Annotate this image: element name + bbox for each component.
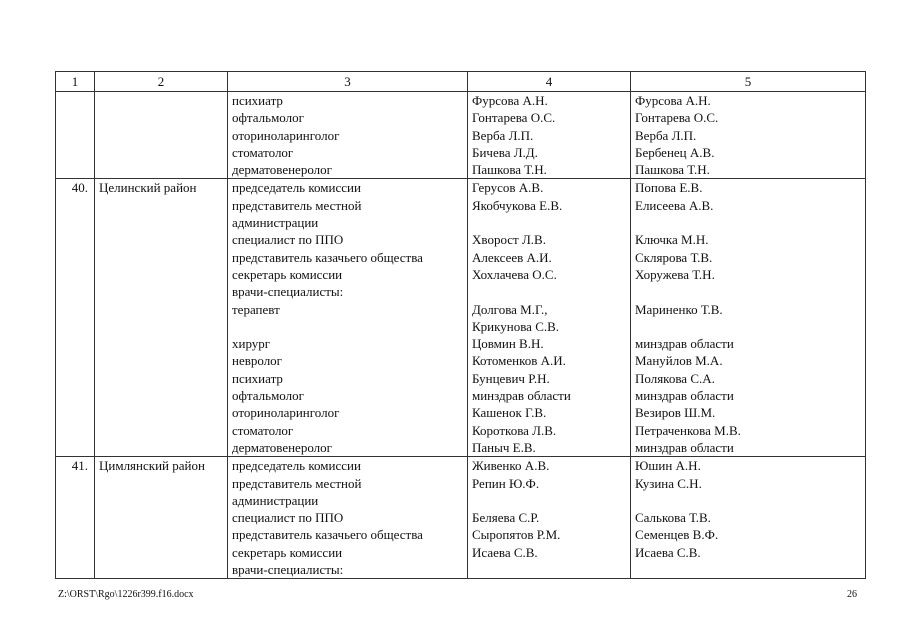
member-line: Гонтарева О.С. [472,110,556,126]
table-row [56,179,866,457]
member-line [472,561,626,578]
member-line: Репин Ю.Ф. [472,475,540,491]
role-line: секретарь комиссии [232,266,343,282]
member-line: Живенко А.В. [472,458,550,474]
role-line: представитель казачьего общества [232,527,423,543]
role-line: дерматовенеролог [232,162,332,178]
column-header: 4 [468,72,631,92]
member-line: минздрав области [635,439,734,455]
role-line: невролог [232,353,283,369]
role-line: хирург [232,336,271,352]
role-cell [228,457,468,579]
member-line: Исаева С.В. [472,544,538,560]
member-line: минздрав области [472,388,571,404]
member-line: Якобчукова Е.В. [472,197,563,213]
role-line: стоматолог [232,422,294,438]
member-line: Салькова Т.В. [635,510,711,526]
member-line: Алексеев А.И. [472,249,552,265]
member-line: Беляева С.Р. [472,510,540,526]
role-line: администрации [232,215,319,231]
table-row [56,92,866,179]
member-line: Долгова М.Г., [472,301,548,317]
member-line: Гонтарева О.С. [635,110,719,126]
role-line: стоматолог [232,144,294,160]
role-line: оториноларинголог [232,127,340,143]
role-line: врачи-специалисты: [232,284,344,300]
member-line [635,214,861,231]
role-line: представитель казачьего общества [232,249,423,265]
member-line: Бербенец А.В. [635,144,715,160]
member-line [635,492,861,509]
row-number: 41. [56,457,95,579]
member-line: Паныч Е.В. [472,439,536,455]
role-line: психиатр [232,93,283,108]
role-line: представитель местной [232,197,362,213]
role-line: специалист по ППО [232,232,344,248]
role-line: офтальмолог [232,388,304,404]
member-line: Фурсова А.Н. [472,93,548,108]
role-line: представитель местной [232,475,362,491]
role-line: председатель комиссии [232,458,361,474]
member-line: Бунцевич Р.Н. [472,370,550,386]
member-line: Крикунова С.В. [472,318,560,334]
member-line: Петраченкова М.В. [635,422,741,438]
role-line: председатель комиссии [232,180,361,196]
member-line: Верба Л.П. [635,127,697,143]
member-line: Мануйлов М.А. [635,353,723,369]
footer-page-number: 26 [847,589,857,600]
district-name: Целинский район [95,179,228,457]
member-line: Ключка М.Н. [635,232,709,248]
member-line: Котоменков А.И. [472,353,566,369]
member-line [635,318,861,335]
reserve-member-cell [631,179,866,457]
role-line: специалист по ППО [232,510,344,526]
member-line: Хворост Л.В. [472,232,546,248]
reserve-member-cell [631,92,866,179]
member-line: Пашкова Т.Н. [635,162,710,178]
primary-member-cell [468,457,631,579]
column-header: 1 [56,72,95,92]
district-name [95,92,228,179]
member-line: Полякова С.А. [635,370,715,386]
role-line: офтальмолог [232,110,304,126]
member-line [472,283,626,300]
member-line: Елисеева А.В. [635,197,714,213]
member-line: Верба Л.П. [472,127,534,143]
column-header: 5 [631,72,866,92]
member-line [472,214,626,231]
member-line: минздрав области [635,336,734,352]
member-line: минздрав области [635,388,734,404]
role-line: администрации [232,492,319,508]
document-table [55,71,866,579]
table-body [56,72,866,579]
member-line: Юшин А.Н. [635,458,701,474]
member-line: Кузина С.Н. [635,475,702,491]
column-header: 3 [228,72,468,92]
member-line [635,283,861,300]
table-row [56,457,866,579]
primary-member-cell [468,179,631,457]
district-name: Цимлянский район [95,457,228,579]
member-line: Бичева Л.Д. [472,144,538,160]
member-line [472,492,626,509]
member-line: Цовмин В.Н. [472,336,544,352]
role-line: дерматовенеролог [232,439,332,455]
member-line: Исаева С.В. [635,544,701,560]
member-line: Короткова Л.В. [472,422,557,438]
footer-file-path: Z:\ORST\Rgo\1226r399.f16.docx [58,589,194,600]
role-line: врачи-специалисты: [232,562,344,578]
role-cell [228,179,468,457]
member-line: Герусов А.В. [472,180,544,196]
member-line: Склярова Т.В. [635,249,713,265]
role-line: оториноларинголог [232,405,340,421]
role-cell [228,92,468,179]
role-line: секретарь комиссии [232,544,343,560]
reserve-member-cell [631,457,866,579]
member-line [635,561,861,578]
role-line: терапевт [232,301,280,317]
member-line: Фурсова А.Н. [635,93,711,108]
row-number: 40. [56,179,95,457]
member-line: Пашкова Т.Н. [472,162,547,178]
header-row [56,72,866,92]
member-line: Хоружева Т.Н. [635,266,715,282]
member-line: Семенцев В.Ф. [635,527,719,543]
role-line: психиатр [232,370,283,386]
primary-member-cell [468,92,631,179]
member-line: Мариненко Т.В. [635,301,723,317]
role-line [232,318,463,335]
member-line: Везиров Ш.М. [635,405,716,421]
row-number [56,92,95,179]
member-line: Попова Е.В. [635,180,703,196]
column-header: 2 [95,72,228,92]
member-line: Хохлачева О.С. [472,266,557,282]
member-line: Кашенок Г.В. [472,405,547,421]
member-line: Сыропятов Р.М. [472,527,561,543]
